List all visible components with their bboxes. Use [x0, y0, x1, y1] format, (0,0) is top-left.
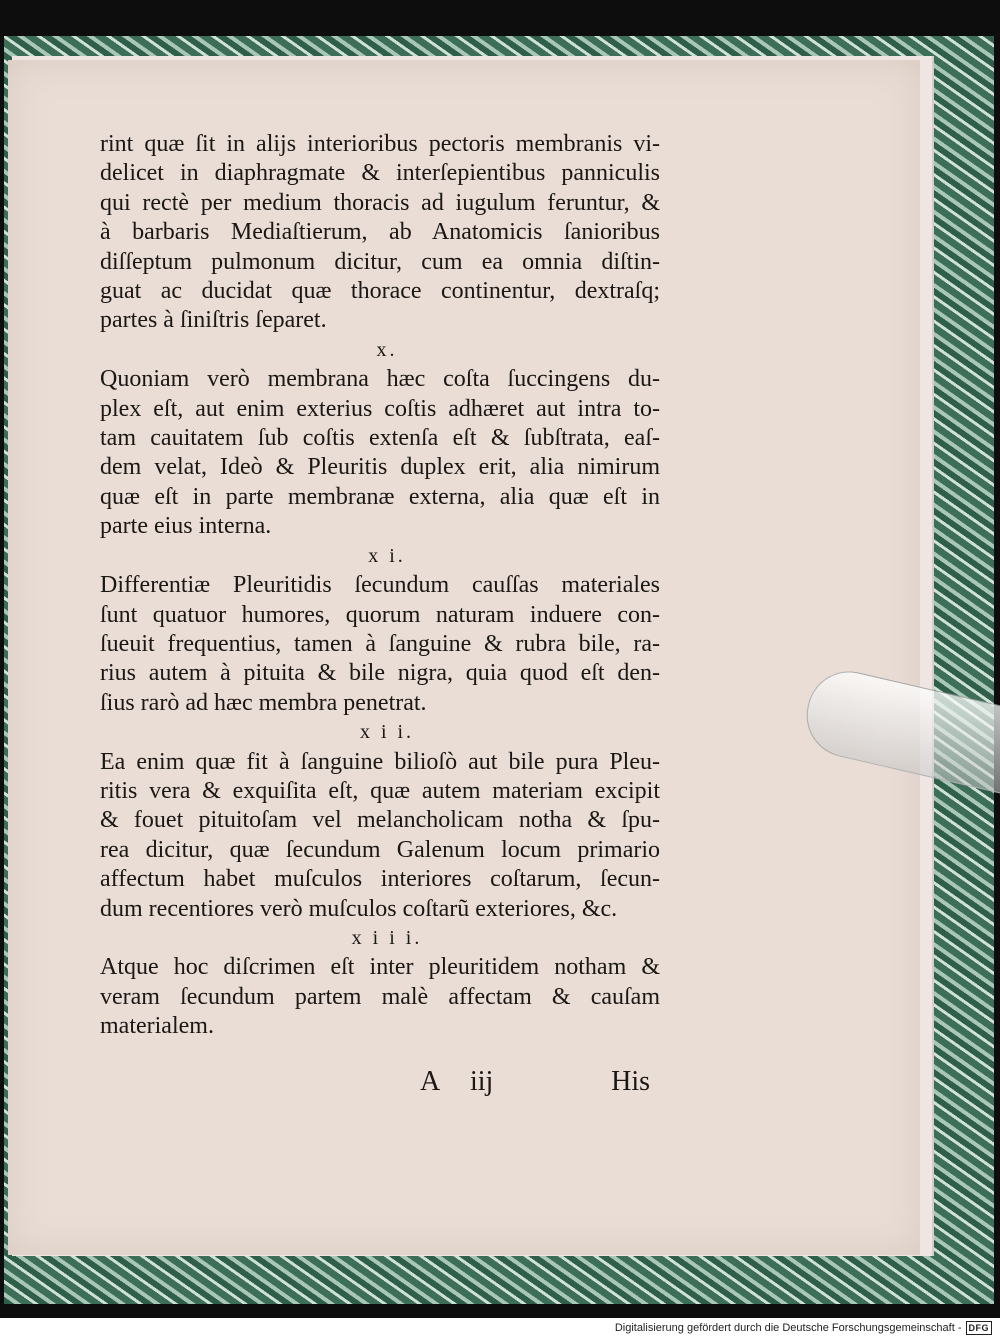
section-number: x i i i. — [351, 926, 423, 949]
text-line: ſueuit frequentius, tamen à ſanguine & rubra bile, ra- — [100, 630, 660, 657]
page-footer — [100, 1066, 650, 1100]
text-line: rius autem à pituita & bile nigra, quia quod eſt den- — [100, 660, 660, 687]
text-line: parte eius interna. — [100, 513, 272, 540]
dfg-logo: DFG — [966, 1321, 993, 1335]
text-line: dem velat, Ideò & Pleuritis duplex erit, alia nimirum — [100, 454, 660, 481]
signature-number: iij — [470, 1066, 494, 1097]
text-line: Quoniam verò membrana hæc coſta ſuccingens du- — [100, 366, 660, 393]
text-line: plex eſt, aut enim exterius coſtis adhæret aut intra to- — [100, 395, 660, 422]
section-number: x i i. — [359, 721, 415, 744]
page-text-block — [100, 130, 660, 1042]
text-line: ſius rarò ad hæc membra penetrat. — [100, 689, 427, 716]
text-line: affectum habet muſculos interiores coſtarum, ſecun- — [100, 866, 660, 893]
section-number: x i. — [368, 544, 406, 567]
text-line: rea dicitur, quæ ſecundum Galenum locum primario — [100, 836, 660, 863]
text-line: Differentiæ Pleuritidis ſecundum cauſſas materiales — [100, 572, 660, 599]
text-line: ſunt quatuor humores, quorum naturam induere con- — [100, 601, 660, 628]
text-line: materialem. — [100, 1013, 214, 1040]
signature-letter: A — [420, 1066, 441, 1097]
text-line: guat ac ducidat quæ thorace continentur, dextraſq; — [100, 278, 660, 305]
section-number: x. — [376, 338, 398, 361]
text-line: à barbaris Mediaſtierum, ab Anatomicis ſanioribus — [100, 219, 660, 246]
text-line: Atque hoc diſcrimen eſt inter pleuritidem notham & — [100, 954, 660, 981]
text-line: rint quæ ſit in alijs interioribus pectoris membranis vi- — [100, 131, 660, 157]
catchword: His — [611, 1066, 650, 1097]
digitization-credit — [615, 1320, 992, 1336]
text-line: veram ſecundum partem malè affectam & cauſam — [100, 983, 660, 1010]
text-line: partes à ſiniſtris ſeparet. — [100, 307, 327, 334]
text-line: quæ eſt in parte membranæ externa, alia quæ eſt in — [100, 483, 660, 510]
text-line: dum recentiores verò muſculos coſtarũ exteriores, &c. — [100, 895, 618, 922]
text-line: tam cauitatem ſub coſtis extenſa eſt & ſubſtrata, eaſ- — [100, 425, 660, 452]
text-line: ritis vera & exquiſita eſt, quæ autem materiam excipit — [100, 777, 660, 804]
text-line: Ea enim quæ fit à ſanguine bilioſò aut bile pura Pleu- — [100, 748, 660, 775]
text-line: & fouet pituitoſam vel melancholicam notha & ſpu- — [100, 807, 660, 834]
text-line: delicet in diaphragmate & interſepientibus panniculis — [100, 160, 660, 187]
credit-text: Digitalisierung gefördert durch die Deutsche Forschungsgemeinschaft - — [614, 1322, 962, 1334]
text-line: diſſeptum pulmonum dicitur, cum ea omnia diſtin- — [100, 248, 660, 275]
text-line: qui rectè per medium thoracis ad iugulum feruntur, & — [100, 189, 660, 216]
